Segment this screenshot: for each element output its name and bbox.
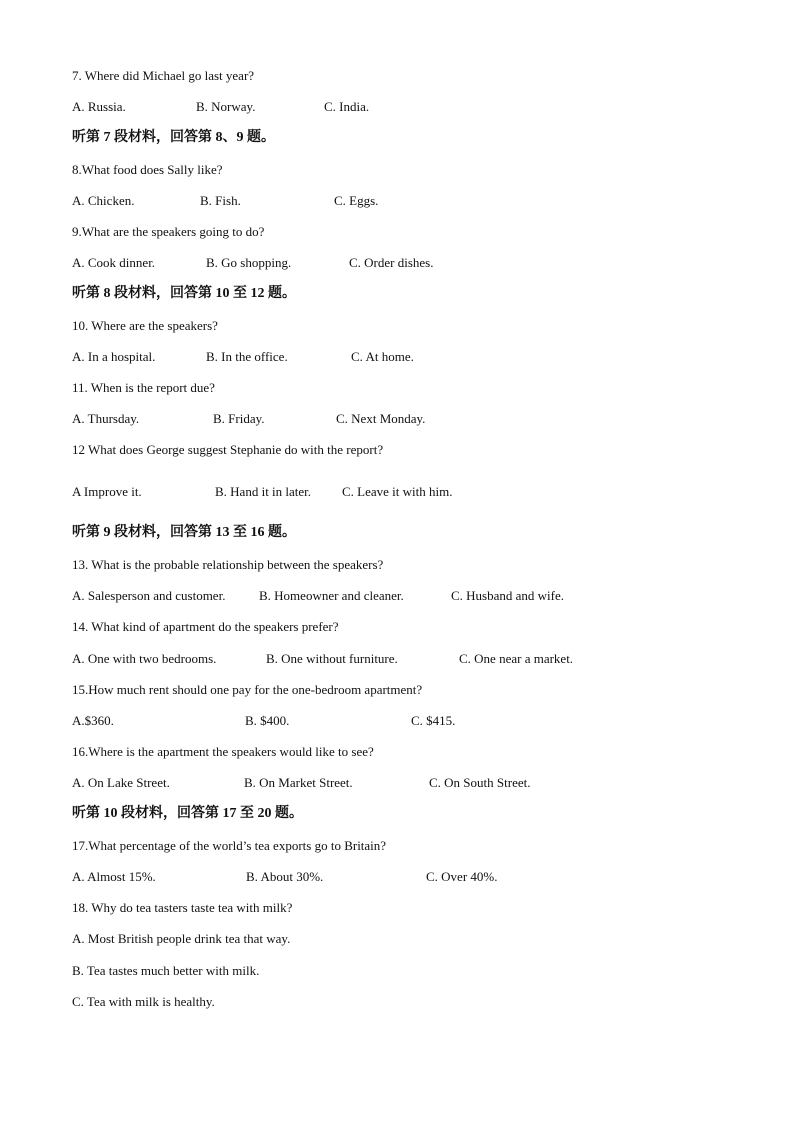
- question-17: 17.What percentage of the world’s tea exports go to Britain?: [72, 838, 387, 853]
- option-14b: B. One without furniture.: [266, 651, 398, 666]
- option-17b: B. About 30%.: [246, 869, 324, 884]
- question-9: 9.What are the speakers going to do?: [72, 224, 265, 239]
- question-16: 16.Where is the apartment the speakers would like to see?: [72, 744, 374, 759]
- option-11c: C. Next Monday.: [336, 411, 426, 426]
- option-17a: A. Almost 15%.: [72, 869, 156, 884]
- option-8c: C. Eggs.: [334, 193, 379, 208]
- option-14c: C. One near a market.: [459, 651, 574, 666]
- question-11: 11. When is the report due?: [72, 380, 215, 395]
- section-heading-10: 听第 10 段材料，回答第 17 至 20 题。: [72, 806, 303, 821]
- option-10b: B. In the office.: [206, 349, 288, 364]
- section-heading-9: 听第 9 段材料，回答第 13 至 16 题。: [72, 525, 296, 540]
- option-11a: A. Thursday.: [72, 411, 140, 426]
- question-8: 8.What food does Sally like?: [72, 162, 223, 177]
- option-11b: B. Friday.: [213, 411, 265, 426]
- option-7a: A. Russia.: [72, 99, 126, 114]
- question-7: 7. Where did Michael go last year?: [72, 68, 255, 83]
- section-heading-7: 听第 7 段材料，回答第 8、9 题。: [72, 130, 275, 145]
- option-18b: B. Tea tastes much better with milk.: [72, 963, 260, 978]
- option-18a: A. Most British people drink tea that way.: [72, 931, 291, 946]
- option-8a: A. Chicken.: [72, 193, 135, 208]
- option-13a: A. Salesperson and customer.: [72, 588, 226, 603]
- option-7c: C. India.: [324, 99, 370, 114]
- option-17c: C. Over 40%.: [426, 869, 498, 884]
- question-10: 10. Where are the speakers?: [72, 318, 218, 333]
- option-15a: A.$360.: [72, 713, 114, 728]
- question-18: 18. Why do tea tasters taste tea with milk?: [72, 900, 293, 915]
- option-13b: B. Homeowner and cleaner.: [259, 588, 404, 603]
- question-13: 13. What is the probable relationship between the speakers?: [72, 557, 384, 572]
- option-14a: A. One with two bedrooms.: [72, 651, 217, 666]
- option-16b: B. On Market Street.: [244, 775, 353, 790]
- option-18c: C. Tea with milk is healthy.: [72, 994, 215, 1009]
- question-14: 14. What kind of apartment do the speakers prefer?: [72, 619, 339, 634]
- option-15c: C. $415.: [411, 713, 456, 728]
- option-12b: B. Hand it in later.: [215, 484, 312, 499]
- section-heading-8: 听第 8 段材料，回答第 10 至 12 题。: [72, 286, 296, 301]
- option-12c: C. Leave it with him.: [342, 484, 453, 499]
- option-9b: B. Go shopping.: [206, 255, 292, 270]
- option-9c: C. Order dishes.: [349, 255, 434, 270]
- option-8b: B. Fish.: [200, 193, 241, 208]
- option-16c: C. On South Street.: [429, 775, 531, 790]
- question-12: 12 What does George suggest Stephanie do with the report?: [72, 442, 384, 457]
- option-16a: A. On Lake Street.: [72, 775, 170, 790]
- option-7b: B. Norway.: [196, 99, 256, 114]
- option-12a: A Improve it.: [72, 484, 142, 499]
- option-10c: C. At home.: [351, 349, 414, 364]
- option-10a: A. In a hospital.: [72, 349, 156, 364]
- question-15: 15.How much rent should one pay for the one-bedroom apartment?: [72, 682, 423, 697]
- option-15b: B. $400.: [245, 713, 290, 728]
- option-13c: C. Husband and wife.: [451, 588, 565, 603]
- option-9a: A. Cook dinner.: [72, 255, 156, 270]
